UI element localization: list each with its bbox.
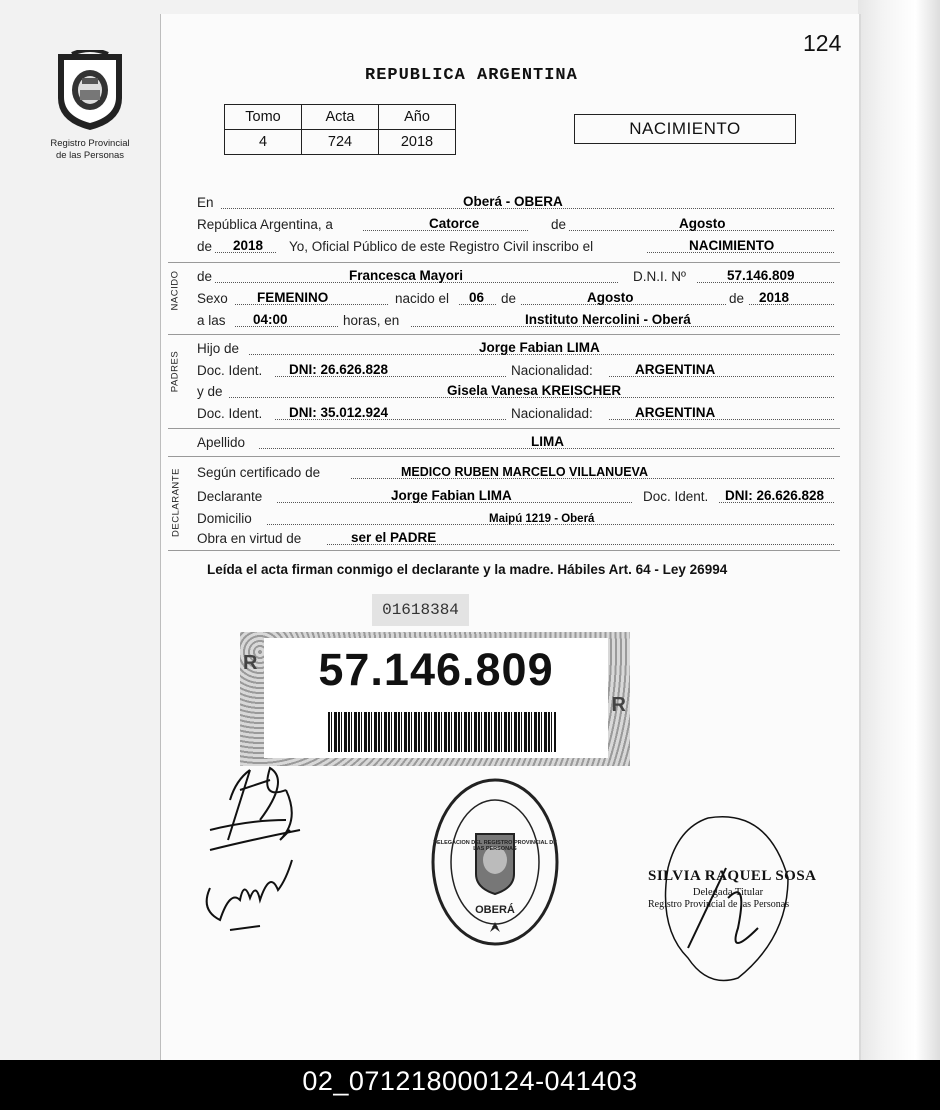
file-code-footer: 02_071218000124-041403 (0, 1060, 940, 1110)
serial-number: 01618384 (372, 594, 469, 626)
label-y-de: y de (197, 384, 223, 399)
label-de: de (551, 217, 567, 232)
label-nacionalidad: Nacionalidad: (511, 406, 593, 421)
book-page-edge (858, 0, 940, 1060)
label-apellido: Apellido (197, 435, 246, 450)
value-capacity: ser el PADRE (351, 530, 437, 545)
value-birth-day: 06 (469, 290, 485, 305)
label-doc-ident: Doc. Ident. (197, 406, 263, 421)
table-value-ano: 2018 (379, 130, 456, 155)
value-birth-time: 04:00 (253, 312, 288, 327)
sticker-corner-letter: R (243, 652, 258, 674)
section-padres: PADRES (169, 350, 181, 393)
official-signature-block (648, 868, 838, 910)
value-certificate-by: MEDICO RUBEN MARCELO VILLANUEVA (401, 465, 648, 479)
section-separator (168, 262, 840, 263)
value-place: Oberá - OBERA (463, 194, 563, 209)
label-segun-certificado: Según certificado de (197, 465, 321, 480)
label-republica: República Argentina, a (197, 217, 333, 232)
label-horas-en: horas, en (343, 313, 400, 328)
label-de: de (501, 291, 517, 306)
official-name: SILVIA RAQUEL SOSA (648, 868, 817, 884)
value-father-nationality: ARGENTINA (635, 362, 716, 377)
row-capacity (197, 528, 838, 548)
label-doc-ident: Doc. Ident. (197, 363, 263, 378)
official-role: Delegada Titular (692, 887, 764, 898)
section-separator (168, 334, 840, 335)
value-address: Maipú 1219 - Oberá (489, 513, 595, 525)
value-sex: FEMENINO (257, 290, 329, 305)
registry-caption-line1: Registro Provincial (50, 138, 130, 149)
row-father-doc (197, 360, 838, 380)
page-number: 124 (803, 30, 842, 56)
closing-text: Leída el acta firman conmigo el declarante y la madre. Hábiles Art. 64 - Ley 26994 (207, 562, 728, 577)
value-birth-month: Agosto (587, 290, 634, 305)
label-de: de (197, 239, 213, 254)
section-separator (168, 428, 840, 429)
row-republica (197, 214, 838, 234)
registry-caption (40, 138, 140, 162)
label-yo-oficial: Yo, Oficial Público de este Registro Civil inscribo el (289, 239, 594, 254)
misiones-shield-logo (52, 50, 128, 132)
value-declarant: Jorge Fabian LIMA (391, 488, 512, 503)
value-mother-name: Gisela Vanesa KREISCHER (447, 383, 622, 398)
row-name (197, 266, 838, 286)
label-doc-ident: Doc. Ident. (643, 489, 709, 504)
value-mother-nationality: ARGENTINA (635, 405, 716, 420)
label-nacionalidad: Nacionalidad: (511, 363, 593, 378)
value-act-type: NACIMIENTO (689, 238, 775, 253)
section-separator (168, 456, 840, 457)
row-en (197, 192, 838, 212)
label-sexo: Sexo (197, 291, 228, 306)
registry-table (224, 104, 456, 155)
value-name: Francesca Mayori (349, 268, 464, 283)
table-value-tomo: 4 (225, 130, 302, 155)
row-time (197, 310, 838, 330)
row-surname (197, 432, 838, 452)
sticker-inner (264, 638, 608, 758)
value-day-words: Catorce (429, 216, 480, 231)
table-header-ano: Año (379, 105, 456, 130)
label-obra-en-virtud: Obra en virtud de (197, 531, 302, 546)
value-birth-place: Instituto Nercolini - Oberá (525, 312, 691, 327)
value-year: 2018 (233, 238, 264, 253)
declarant-signature (190, 760, 330, 940)
row-certificate (197, 462, 838, 482)
value-surname: LIMA (531, 434, 564, 449)
section-declarante: DECLARANTE (170, 468, 182, 537)
document-title: REPUBLICA ARGENTINA (365, 66, 578, 85)
row-mother-doc (197, 403, 838, 423)
row-mother (197, 381, 838, 401)
seal-text (430, 776, 560, 948)
value-declarant-doc: DNI: 26.626.828 (725, 488, 825, 503)
dni-sticker (240, 632, 630, 766)
label-en: En (197, 195, 214, 210)
sticker-corner-letter: R (611, 694, 626, 716)
label-nacido-el: nacido el (395, 291, 450, 306)
table-value-acta: 724 (302, 130, 379, 155)
label-dni: D.N.I. Nº (633, 269, 686, 284)
registry-caption-line2: de las Personas (55, 150, 125, 161)
official-organization: Registro Provincial de las Personas (648, 899, 790, 910)
row-sex (197, 288, 838, 308)
label-hijo-de: Hijo de (197, 341, 240, 356)
table-header-acta: Acta (302, 105, 379, 130)
value-mother-doc: DNI: 35.012.924 (289, 405, 389, 420)
label-de: de (729, 291, 745, 306)
label-declarante: Declarante (197, 489, 263, 504)
row-year (197, 236, 838, 256)
barcode (328, 712, 556, 752)
record-type-box: NACIMIENTO (574, 114, 796, 144)
row-father (197, 338, 838, 358)
label-de: de (197, 269, 213, 284)
value-dni: 57.146.809 (727, 268, 795, 283)
label-a-las: a las (197, 313, 226, 328)
value-birth-year: 2018 (759, 290, 790, 305)
seal-city: OBERÁ (475, 904, 515, 916)
value-month: Agosto (679, 216, 726, 231)
row-address (197, 508, 838, 528)
section-nacido: NACIDO (169, 270, 181, 311)
value-father-name: Jorge Fabian LIMA (479, 340, 600, 355)
section-separator (168, 550, 840, 551)
row-declarant (197, 486, 838, 506)
sticker-dni: 57.146.809 (318, 644, 554, 695)
value-father-doc: DNI: 26.626.828 (289, 362, 389, 377)
label-domicilio: Domicilio (197, 511, 252, 526)
table-header-tomo: Tomo (225, 105, 302, 130)
seal-ring-text: DELEGACION DEL REGISTRO PROVINCIAL DE LAS PERSONAS (433, 840, 557, 852)
